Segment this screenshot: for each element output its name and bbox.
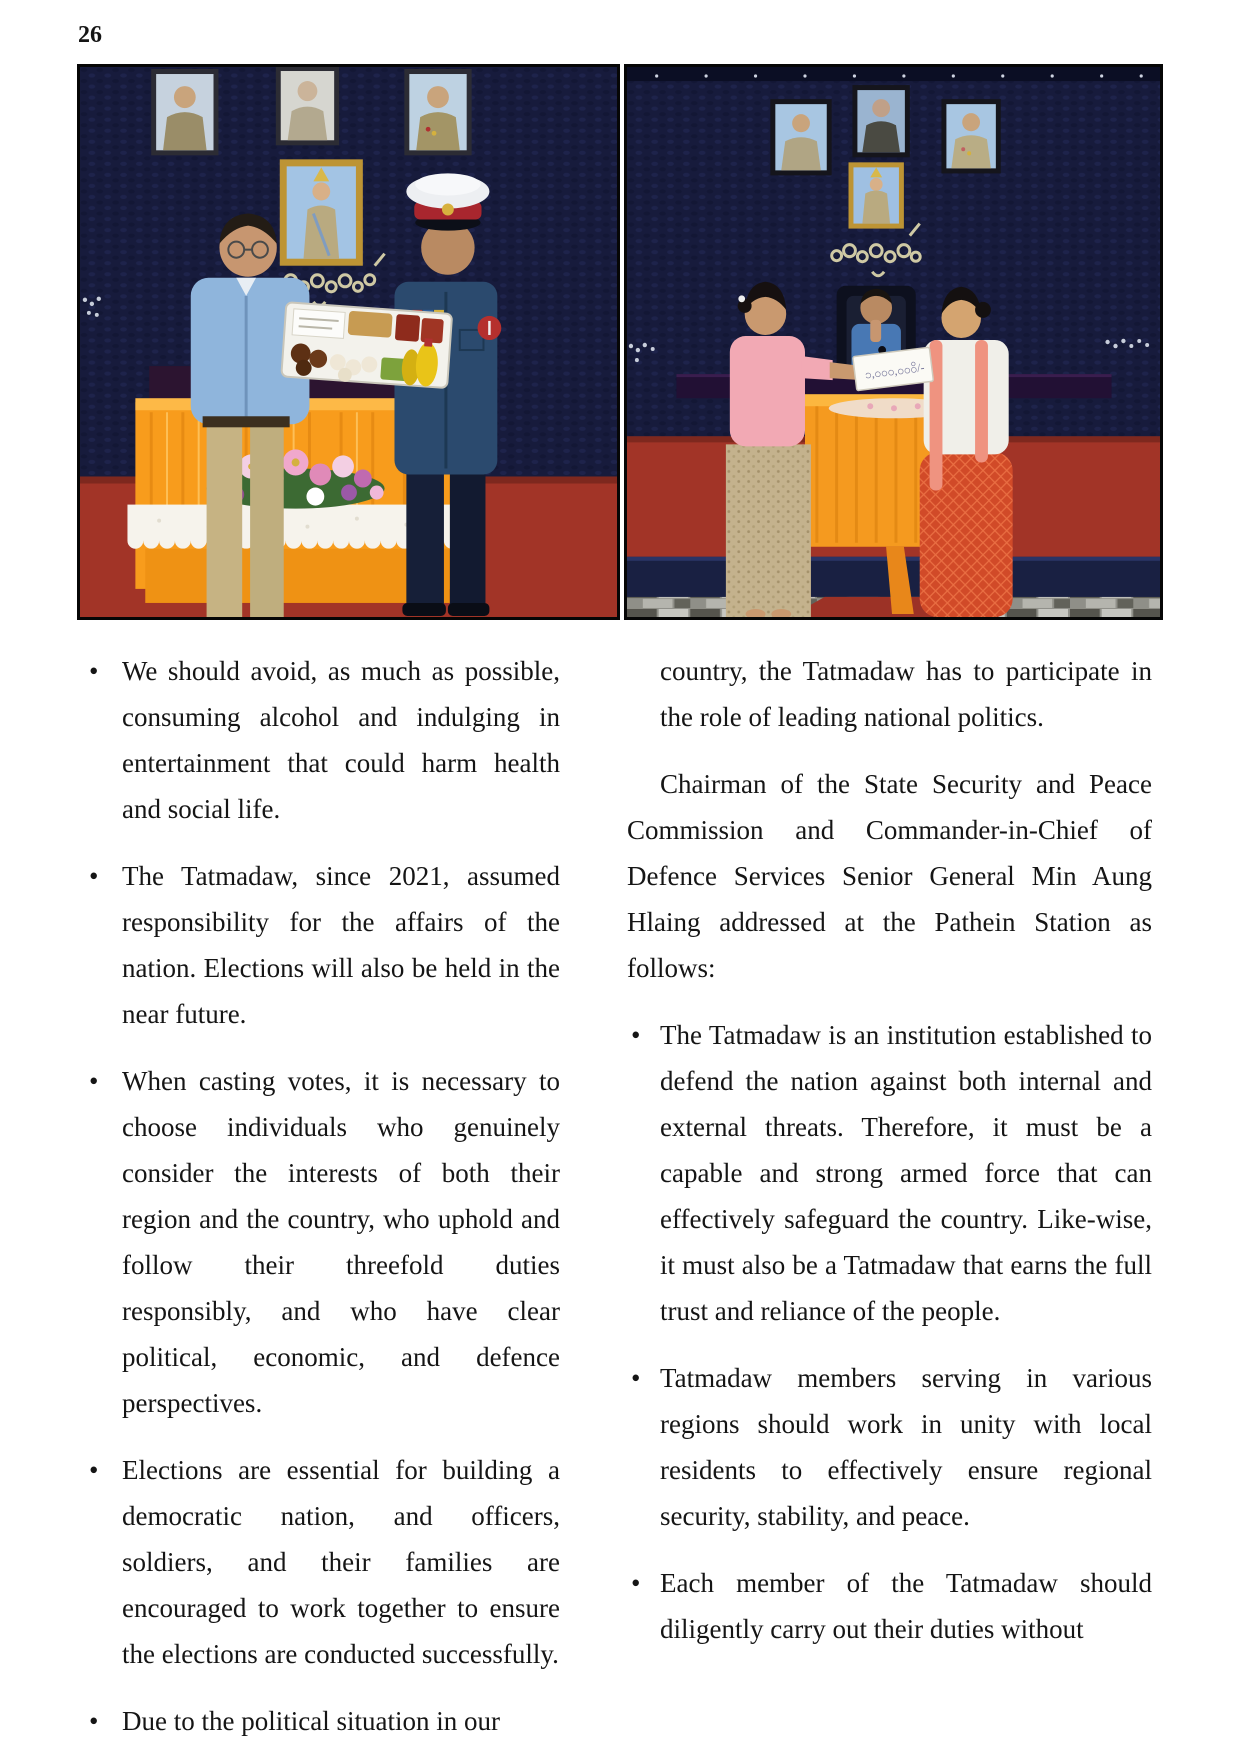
- left-column: [77, 648, 560, 1755]
- gift-tray: [281, 302, 452, 389]
- right-bullet-list: [627, 1012, 1152, 1652]
- bullet-item: • Each member of the Tatmadaw should diligently carry out their duties without: [627, 1560, 1152, 1652]
- photo-gift-presentation: [77, 64, 620, 620]
- photo-row: [77, 64, 1163, 620]
- left-bullet-list: [77, 648, 560, 1744]
- bullet-item: • The Tatmadaw is an institution established to defend the nation against both internal and external threats. Therefore, it must be a capable and strong armed force that can effectively safeguard the country. Like-wise, it must also be a Tatmadaw that earns the full trust and reliance of the people.: [627, 1012, 1152, 1334]
- bullet-item: • Tatmadaw members serving in various regions should work in unity with local residents to effectively ensure regional security, stability, and peace.: [627, 1355, 1152, 1539]
- bullet-item: • We should avoid, as much as possible, consuming alcohol and indulging in entertainment that could harm health and social life.: [77, 648, 560, 832]
- page-number: 26: [78, 22, 102, 48]
- gold-framed-portrait: [280, 159, 363, 265]
- continuation-paragraph: country, the Tatmadaw has to participate in the role of leading national politics.: [660, 656, 1152, 732]
- donation-presentation-scene: [627, 67, 1160, 617]
- chairman-address-paragraph: Chairman of the State Security and Peace Commission and Commander-in-Chief of Defence Services Senior General Min Aung Hlaing addressed at the Pathein Station as follows:: [627, 769, 1152, 983]
- bullet-item: • Elections are essential for building a democratic nation, and officers, soldiers, and their families are encouraged to work together to ensure the elections are conducted successfully.: [77, 1447, 560, 1677]
- photo-donation-presentation: [624, 64, 1163, 620]
- bullet-item: • Due to the political situation in our: [77, 1698, 560, 1744]
- gold-framed-portrait: [849, 162, 904, 228]
- text-columns: [77, 648, 1152, 1755]
- bullet-item: • When casting votes, it is necessary to choose individuals who genuinely consider the interests of both their region and the country, who uphold and follow their threefold duties responsibly, and who have clear political, economic, and defence perspectives.: [77, 1058, 560, 1426]
- donation-amount-label: ၁,၀၀၀,၀၀၀ိ/-: [864, 360, 926, 382]
- right-column: [627, 648, 1152, 1755]
- bullet-item: • The Tatmadaw, since 2021, assumed responsibility for the affairs of the nation. Elections will also be held in the near future.: [77, 853, 560, 1037]
- gift-presentation-scene: [80, 67, 617, 617]
- wall-portraits: [151, 67, 471, 155]
